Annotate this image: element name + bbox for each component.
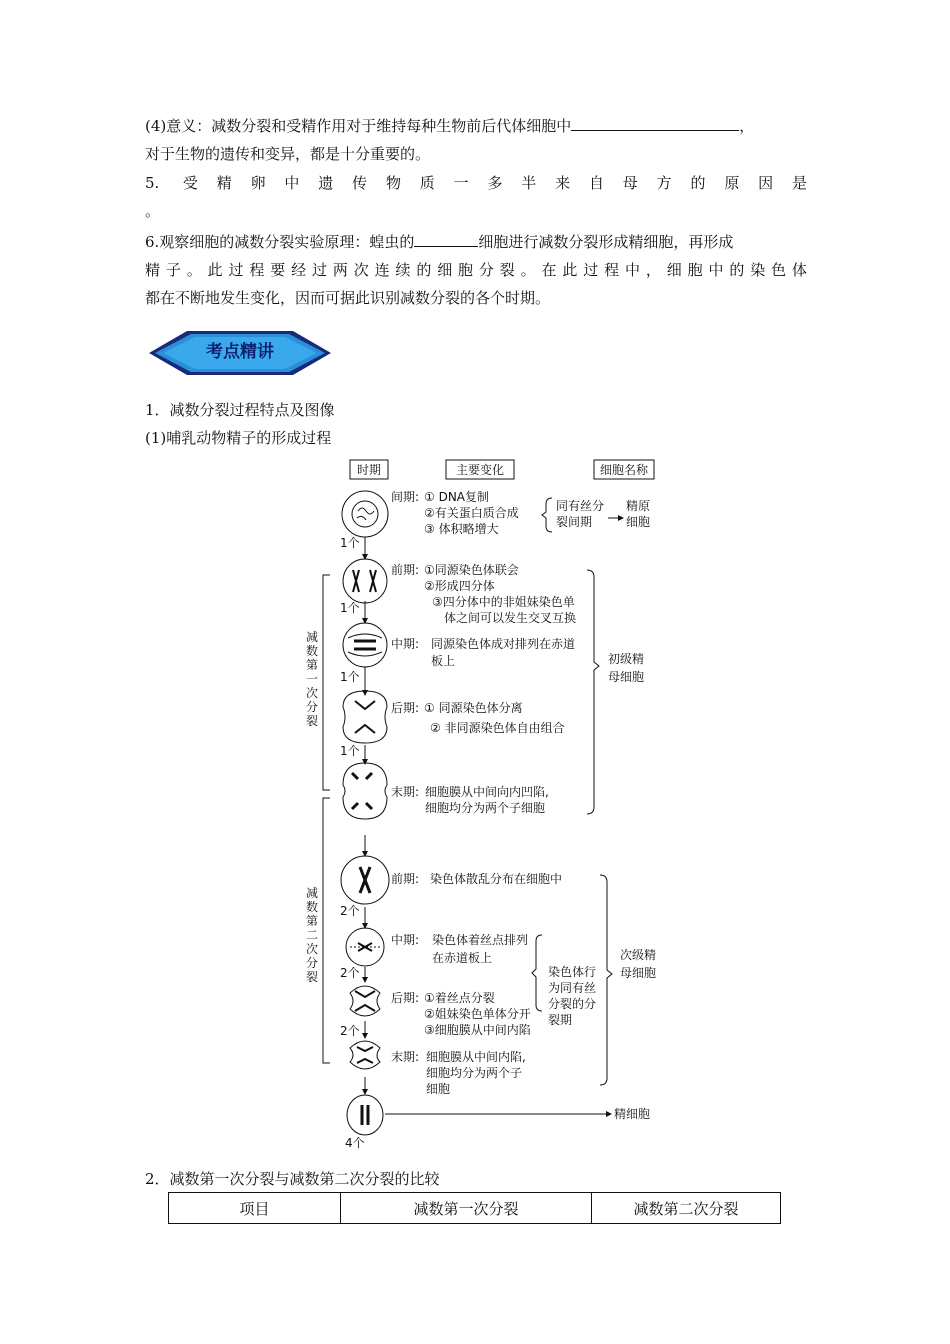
paragraph-4 xyxy=(145,113,807,139)
section1-subtitle xyxy=(145,425,807,451)
meiosis1-bracket xyxy=(323,575,330,790)
svg-text:裂: 裂 xyxy=(306,970,319,984)
m2-metaphase-item: 在赤道板上 xyxy=(432,951,493,965)
m2-prophase-item: 染色体散乱分布在细胞中 xyxy=(430,872,563,886)
header-cell: 细胞名称 xyxy=(599,463,649,477)
table-header-meiosis2: 减数第二次分裂 xyxy=(592,1193,781,1224)
m2-anaphase-item: ②姐妹染色单体分开 xyxy=(424,1007,531,1021)
count-label: 2个 xyxy=(340,904,360,918)
header-period: 时期 xyxy=(356,463,382,477)
svg-text:第: 第 xyxy=(306,658,319,672)
m2-inner-brace xyxy=(532,935,542,1011)
p4-line1-end: ， xyxy=(739,117,755,135)
section-banner xyxy=(145,327,335,379)
cell-m2-anaphase xyxy=(350,986,380,1016)
interphase-note: 同有丝分 xyxy=(556,499,605,513)
m2-anaphase-item: ①着丝点分裂 xyxy=(424,991,495,1005)
cell-name-spermatogonium: 细胞 xyxy=(626,515,651,529)
cell-m1-telophase xyxy=(343,763,387,819)
paragraph-4-cont xyxy=(145,141,807,167)
interphase-label: 间期: xyxy=(391,490,420,504)
answer-blank[interactable] xyxy=(571,113,739,131)
paragraph-6 xyxy=(145,229,807,255)
m1-prophase-item: ②形成四分体 xyxy=(424,579,495,593)
interphase-note: 裂间期 xyxy=(556,515,593,529)
cell-m1-metaphase xyxy=(343,623,387,667)
m1-telophase-item: 细胞均分为两个子细胞 xyxy=(425,801,546,815)
count-label: 1个 xyxy=(340,601,360,615)
p6-line3: 都在不断地发生变化，因而可据此识别减数分裂的各个时期。 xyxy=(145,289,551,307)
m2-note: 为同有丝 xyxy=(548,981,597,995)
count-label: 1个 xyxy=(340,670,360,684)
cell-m2-telophase xyxy=(350,1041,380,1069)
cell-name-spermatogonium: 精原 xyxy=(626,499,651,513)
count-label: 2个 xyxy=(340,1024,360,1038)
m2-telophase-item: 细胞 xyxy=(426,1082,451,1096)
m2-anaphase-label: 后期: xyxy=(391,991,420,1005)
interphase-brace xyxy=(542,498,552,532)
p6-line2: 精子。此过程要经过两次连续的细胞分裂。在此过程中，细胞中的染色体 xyxy=(145,261,807,279)
meiosis-diagram xyxy=(290,455,670,1150)
p6-line1a: 6.观察细胞的减数分裂实验原理：蝗虫的 xyxy=(145,233,415,251)
p5-line1: 5. 受精卵中遗传物质一多半来自母方的原因是 xyxy=(145,174,807,192)
svg-text:裂: 裂 xyxy=(306,714,319,728)
meiosis2-brace xyxy=(600,875,612,1085)
header-changes: 主要变化 xyxy=(455,463,505,477)
m1-telophase-item: 细胞膜从中间向内凹陷, xyxy=(425,785,549,799)
svg-text:数: 数 xyxy=(306,644,319,658)
svg-text:二: 二 xyxy=(306,928,319,942)
m2-prophase-label: 前期: xyxy=(391,872,420,886)
interphase-item: ②有关蛋白质合成 xyxy=(424,506,519,520)
cell-name-secondary: 次级精 xyxy=(620,948,657,962)
paragraph-5 xyxy=(145,170,807,196)
m1-anaphase-item: ② 非同源染色体自由组合 xyxy=(430,721,565,735)
cell-name-primary: 母细胞 xyxy=(608,670,645,684)
p6-line1b: 细胞进行减数分裂形成精细胞，再形成 xyxy=(478,233,734,251)
m2-note: 分裂的分 xyxy=(548,997,597,1011)
table-header-meiosis1: 减数第一次分裂 xyxy=(341,1193,592,1224)
m2-metaphase-label: 中期: xyxy=(391,933,420,947)
m1-prophase-item: ①同源染色体联会 xyxy=(424,563,519,577)
cell-m1-prophase xyxy=(343,559,387,603)
m1-metaphase-label: 中期: xyxy=(391,637,420,651)
m1-metaphase-item: 板上 xyxy=(431,654,456,668)
svg-text:第: 第 xyxy=(306,914,319,928)
meiosis1-brace xyxy=(587,570,599,814)
m1-metaphase-item: 同源染色体成对排列在赤道 xyxy=(431,637,576,651)
m1-anaphase-label: 后期: xyxy=(391,701,420,715)
section2-title-text: 2．减数第一次分裂与减数第二次分裂的比较 xyxy=(145,1170,440,1188)
paragraph-6-line2 xyxy=(145,257,807,283)
table-header-item: 项目 xyxy=(169,1193,341,1224)
m2-anaphase-item: ③细胞膜从中间内陷 xyxy=(424,1023,531,1037)
meiosis2-bracket xyxy=(323,798,330,1063)
section2-title xyxy=(145,1166,807,1192)
svg-text:减: 减 xyxy=(306,886,319,900)
cell-m1-anaphase xyxy=(343,691,387,743)
m1-prophase-item: 体之间可以发生交叉互换 xyxy=(444,611,577,625)
cell-sperm xyxy=(347,1095,383,1135)
svg-text:次: 次 xyxy=(306,686,319,700)
section1-subtitle-text: (1)哺乳动物精子的形成过程 xyxy=(145,429,332,447)
count-label: 1个 xyxy=(340,536,360,550)
m2-note: 裂期 xyxy=(548,1013,573,1027)
svg-text:减: 减 xyxy=(306,630,319,644)
m2-telophase-label: 末期: xyxy=(391,1050,420,1064)
meiosis1-side-label xyxy=(306,629,318,728)
count-label: 4个 xyxy=(345,1136,365,1150)
cell-name-spermatid: 精细胞 xyxy=(614,1107,651,1121)
p4-line2: 对于生物的遗传和变异，都是十分重要的。 xyxy=(145,145,431,163)
svg-text:分: 分 xyxy=(306,956,319,970)
banner-label: 考点精讲 xyxy=(206,342,274,362)
svg-text:分: 分 xyxy=(306,700,319,714)
meiosis2-side-label xyxy=(306,885,318,984)
count-label: 1个 xyxy=(340,744,360,758)
m1-anaphase-item: ① 同源染色体分离 xyxy=(424,701,523,715)
p4-line1: (4)意义：减数分裂和受精作用对于维持每种生物前后代体细胞中 xyxy=(145,117,572,135)
section1-title xyxy=(145,397,807,423)
m1-prophase-item: ③四分体中的非姐妹染色单 xyxy=(432,595,575,609)
m2-telophase-item: 细胞均分为两个子 xyxy=(426,1066,523,1080)
svg-text:次: 次 xyxy=(306,942,319,956)
svg-text:数: 数 xyxy=(306,900,319,914)
cell-interphase xyxy=(342,491,388,537)
count-label: 2个 xyxy=(340,966,360,980)
section1-title-text: 1．减数分裂过程特点及图像 xyxy=(145,401,335,419)
paragraph-5-cont xyxy=(145,198,807,224)
cell-name-secondary: 母细胞 xyxy=(620,966,657,980)
interphase-item: ③ 体积略增大 xyxy=(424,522,499,536)
m1-prophase-label: 前期: xyxy=(391,563,420,577)
paragraph-6-line3 xyxy=(145,285,807,311)
cell-name-primary: 初级精 xyxy=(608,652,645,666)
svg-text:一: 一 xyxy=(306,672,319,686)
comparison-table xyxy=(168,1192,781,1224)
answer-blank[interactable] xyxy=(414,229,478,247)
m1-telophase-label: 末期: xyxy=(391,785,420,799)
m2-note: 染色体行 xyxy=(548,965,597,979)
table-header-row xyxy=(169,1193,781,1224)
m2-metaphase-item: 染色体着丝点排列 xyxy=(432,933,529,947)
p5-line2: 。 xyxy=(145,202,161,220)
interphase-item: ① DNA复制 xyxy=(424,490,489,504)
m2-telophase-item: 细胞膜从中间内陷, xyxy=(426,1050,526,1064)
